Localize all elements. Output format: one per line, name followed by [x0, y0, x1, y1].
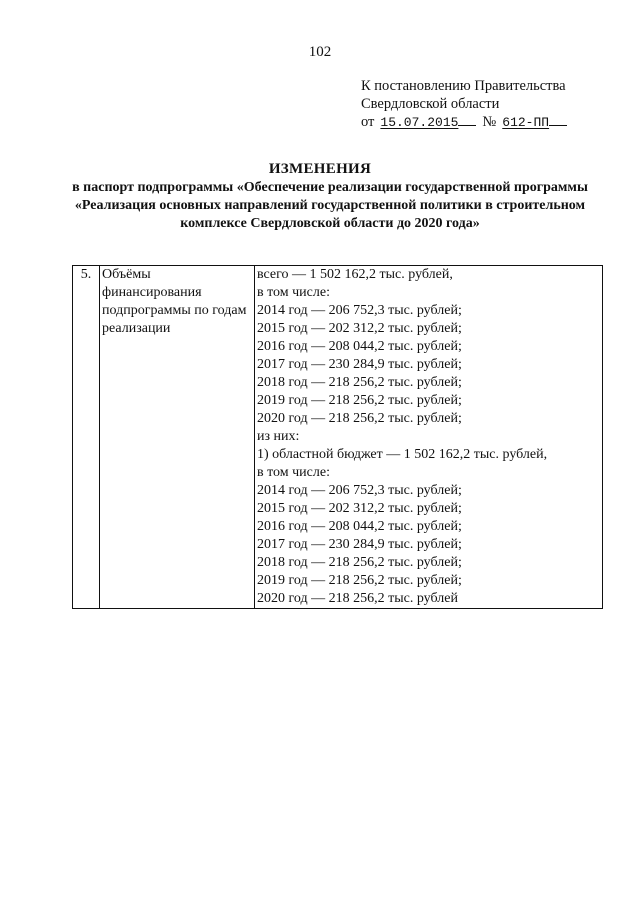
document-title: ИЗМЕНЕНИЯ [268, 161, 372, 177]
funding-line: 1) областной бюджет — 1 502 162,2 тыс. рублей, [257, 447, 548, 462]
funding-line: 2016 год — 208 044,2 тыс. рублей; [257, 519, 462, 534]
passport-table [72, 265, 603, 609]
row-label: Объёмы финансирования подпрограммы по годам реализации [100, 266, 255, 609]
funding-line: 2018 год — 218 256,2 тыс. рублей; [257, 375, 462, 390]
page-number: 102 [308, 44, 332, 60]
funding-line: из них: [257, 429, 300, 444]
funding-line: в том числе: [257, 465, 330, 480]
funding-line: 2019 год — 218 256,2 тыс. рублей; [257, 393, 462, 408]
attachment-date-line [361, 113, 567, 132]
funding-line: в том числе: [257, 285, 330, 300]
funding-line: 2018 год — 218 256,2 тыс. рублей; [257, 555, 462, 570]
date-prefix: от [361, 114, 375, 130]
funding-line: 2020 год — 218 256,2 тыс. рублей [257, 591, 458, 606]
funding-line: 2020 год — 218 256,2 тыс. рублей; [257, 411, 462, 426]
funding-line: 2017 год — 230 284,9 тыс. рублей; [257, 537, 462, 552]
funding-line: 2015 год — 202 312,2 тыс. рублей; [257, 501, 462, 516]
passport-table-body [73, 266, 603, 609]
funding-line: 2014 год — 206 752,3 тыс. рублей; [257, 483, 462, 498]
row-values [255, 266, 603, 609]
attachment-line-2: Свердловской области [361, 96, 500, 112]
number-prefix: № [482, 114, 497, 130]
attachment-block [361, 77, 567, 132]
row-number: 5. [73, 266, 100, 609]
funding-line: 2016 год — 208 044,2 тыс. рублей; [257, 339, 462, 354]
table-row [73, 266, 603, 609]
resolution-date: 15.07.2015 [380, 115, 459, 130]
attachment-line-1: К постановлению Правительства [361, 78, 566, 94]
funding-line: 2014 год — 206 752,3 тыс. рублей; [257, 303, 462, 318]
funding-line: 2019 год — 218 256,2 тыс. рублей; [257, 573, 462, 588]
resolution-number: 612-ПП [502, 115, 550, 130]
funding-line: всего — 1 502 162,2 тыс. рублей, [257, 267, 453, 282]
document-subtitle: в паспорт подпрограммы «Обеспечение реализации государственной программы «Реализация основных направлений государственной политики в строительном комплексе Свердловской области до 2020 года» [72, 180, 588, 231]
funding-line: 2017 год — 230 284,9 тыс. рублей; [257, 357, 462, 372]
funding-line: 2015 год — 202 312,2 тыс. рублей; [257, 321, 462, 336]
